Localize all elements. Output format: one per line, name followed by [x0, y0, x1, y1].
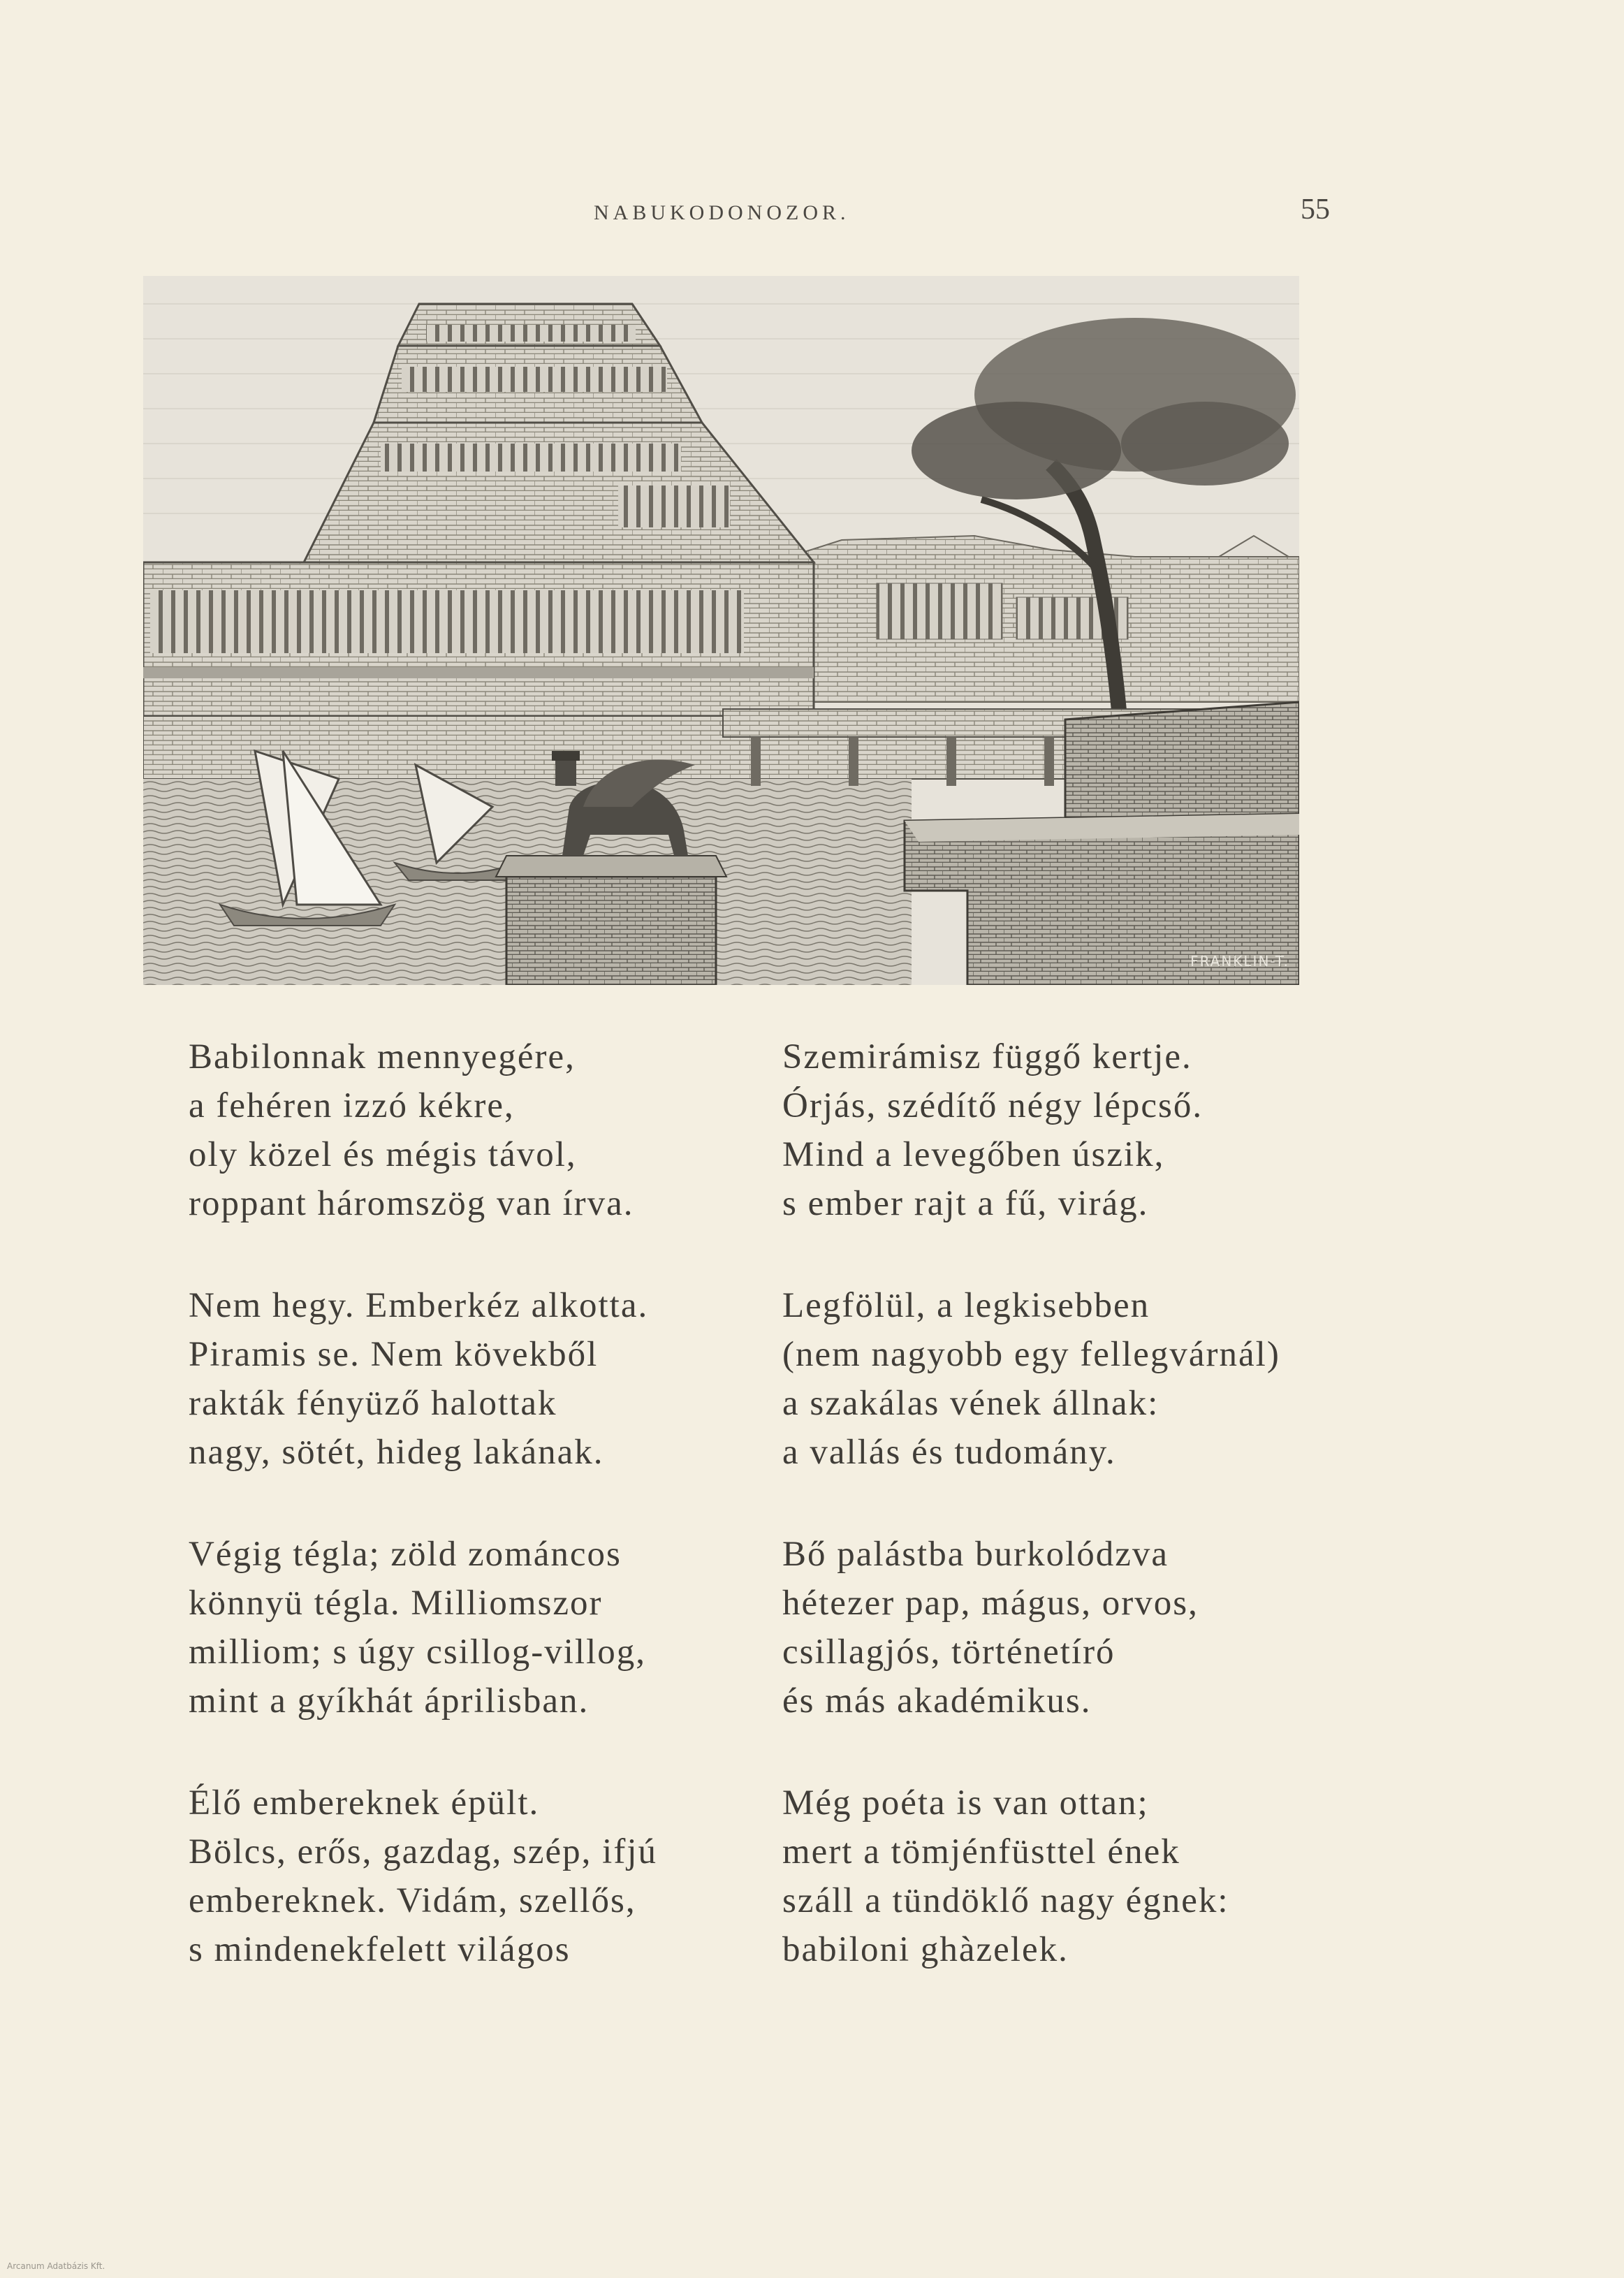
poem-column-left [189, 1032, 761, 2027]
verse-line: a fehéren izzó kékre, [189, 1086, 515, 1125]
verse-line: milliom; s úgy csillog-villog, [189, 1633, 647, 1672]
stanza [189, 1281, 761, 1477]
poem-column-right [782, 1032, 1355, 2027]
verse-line: Legfölül, a legkisebben [782, 1286, 1150, 1325]
stanza [189, 1779, 761, 1974]
babylon-illustration [143, 276, 1299, 985]
verse-line: hétezer pap, mágus, orvos, [782, 1584, 1199, 1623]
verse-line: (nem nagyobb egy fellegvárnál) [782, 1335, 1280, 1374]
verse-line: Bő palástba burkolódzva [782, 1535, 1169, 1574]
page-number: 55 [1301, 194, 1330, 226]
verse-line: Élő embereknek épült. [189, 1783, 540, 1823]
verse-line: és más akadémikus. [782, 1681, 1092, 1721]
verse-line: könnyü tégla. Milliomszor [189, 1584, 603, 1623]
verse-line: Bölcs, erős, gazdag, szép, ifjú [189, 1832, 657, 1871]
verse-line: Végig tégla; zöld zománcos [189, 1535, 622, 1574]
verse-line: rakták fényüző halottak [189, 1384, 557, 1423]
stanza [782, 1530, 1355, 1725]
verse-line: Még poéta is van ottan; [782, 1783, 1149, 1823]
verse-line: a vallás és tudomány. [782, 1433, 1116, 1472]
ziggurat-engraving [143, 276, 1299, 985]
verse-line: nagy, sötét, hideg lakának. [189, 1433, 604, 1472]
artist-signature: FRANKLIN-T. [1190, 953, 1289, 970]
verse-line: s ember rajt a fű, virág. [782, 1184, 1149, 1223]
verse-line: Piramis se. Nem kövekből [189, 1335, 599, 1374]
digitizer-watermark: Arcanum Adatbázis Kft. [7, 2261, 105, 2271]
distant-city [772, 536, 1299, 702]
chapter-title: NABUKODONOZOR. [594, 201, 850, 224]
stanza [782, 1032, 1355, 1228]
verse-line: Babilonnak mennyegére, [189, 1037, 576, 1076]
verse-line: száll a tündöklő nagy égnek: [782, 1881, 1229, 1920]
verse-line: oly közel és mégis távol, [189, 1135, 577, 1174]
verse-line: babiloni ghàzelek. [782, 1930, 1069, 1969]
verse-line: Nem hegy. Emberkéz alkotta. [189, 1286, 649, 1325]
verse-line: s mindenekfelett világos [189, 1930, 571, 1969]
verse-line: mert a tömjénfüsttel ének [782, 1832, 1180, 1871]
stanza [782, 1281, 1355, 1477]
stanza [189, 1032, 761, 1228]
verse-line: Szemirámisz függő kertje. [782, 1037, 1192, 1076]
stanza [782, 1779, 1355, 1974]
verse-line: a szakálas vének állnak: [782, 1384, 1160, 1423]
verse-line: csillagjós, történetíró [782, 1633, 1115, 1672]
verse-line: mint a gyíkhát áprilisban. [189, 1681, 590, 1721]
verse-line: Órjás, szédítő négy lépcső. [782, 1086, 1204, 1125]
verse-line: roppant háromszög van írva. [189, 1184, 634, 1223]
verse-line: Mind a levegőben úszik, [782, 1135, 1165, 1174]
verse-line: embereknek. Vidám, szellős, [189, 1881, 636, 1920]
stanza [189, 1530, 761, 1725]
